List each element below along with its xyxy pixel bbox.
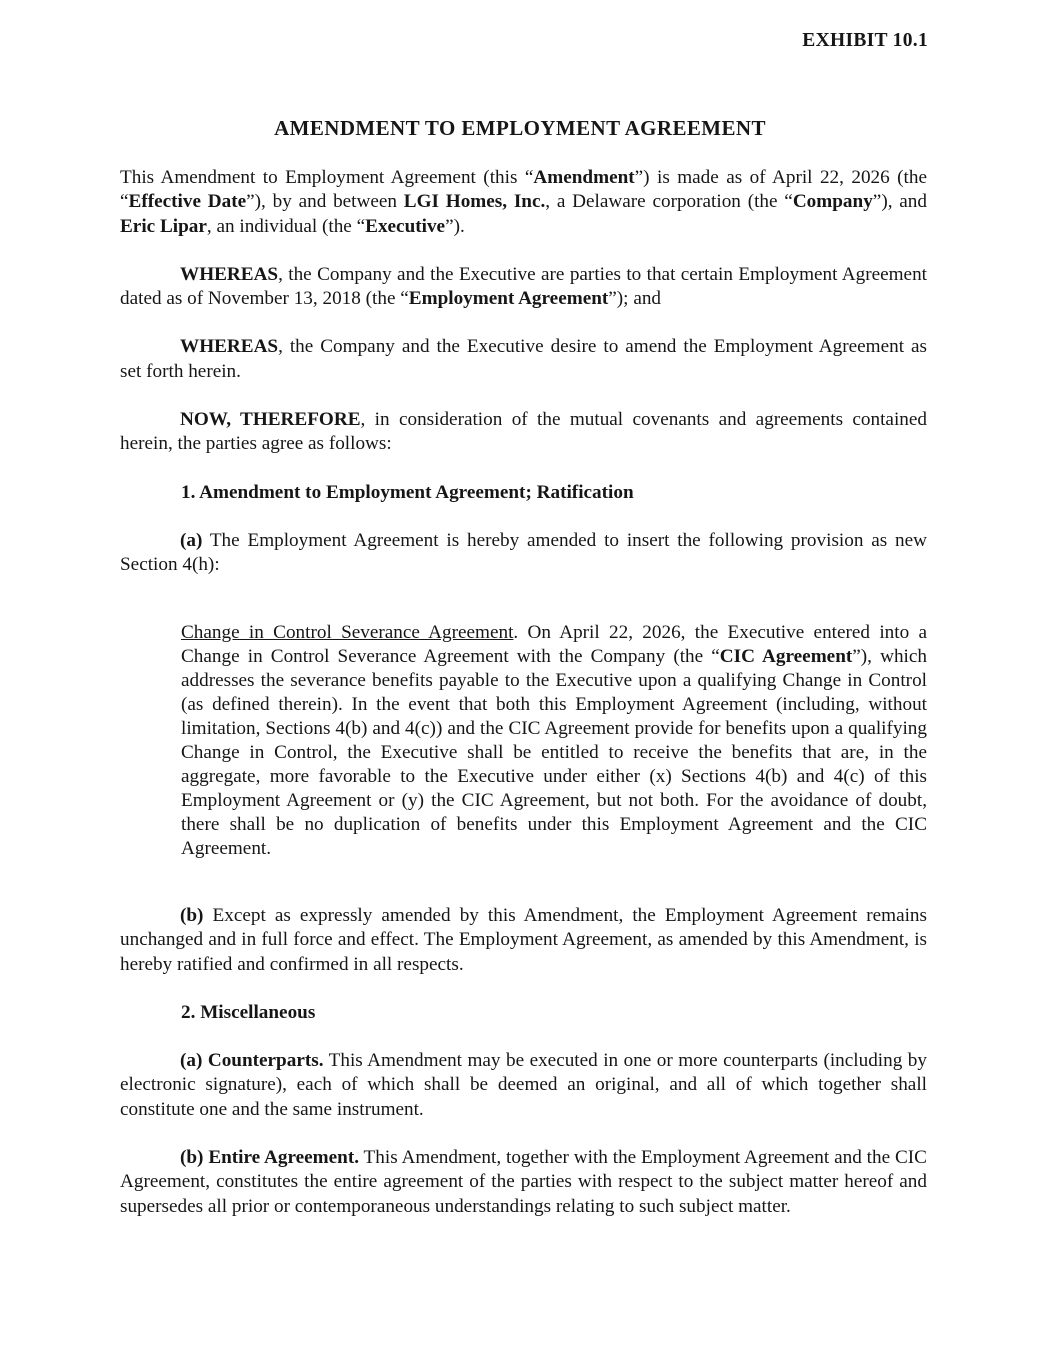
intro-paragraph: [120, 166, 927, 239]
section-4h-quoted-provision: [181, 621, 927, 861]
section-2a-paragraph: [120, 1049, 927, 1122]
clause-label: (a): [180, 529, 203, 551]
now-therefore-text: , in consideration of the mutual covenants and agreements contained herein, the parties agree as follows:: [120, 409, 927, 455]
intro-text: , a Delaware corporation (the “: [545, 191, 793, 213]
intro-text: , an individual (the “: [206, 215, 366, 237]
whereas-lead: WHEREAS: [180, 336, 279, 358]
whereas-paragraph-1: [120, 263, 927, 312]
intro-text: ”), by and between: [246, 191, 404, 213]
document-body: [120, 166, 927, 1219]
section-1a-paragraph: [120, 529, 927, 578]
provision-text: ”), which addresses the severance benefits payable to the Executive upon a qualifying Change in Control (as defined therein). In the event that both this Employment Agreement (including, without limitation, Sections 4(b) and 4(c)) and the CIC Agreement provide for benefits upon a qualifying Change in Control, the Executive shall be entitled to receive the benefits that are, in the aggregate, more favorable to the Executive under either (x) Sections 4(b) and 4(c) of this Employment Agreement or (y) the CIC Agreement, but not both. For the avoidance of doubt, there shall be no duplication of benefits under this Employment Agreement and the CIC Agreement.: [181, 645, 927, 859]
defined-term-company: Company: [792, 191, 873, 213]
now-therefore-lead: NOW, THEREFORE: [180, 409, 361, 431]
intro-text: This Amendment to Employment Agreement (this “: [120, 167, 534, 188]
clause-label: (b) Entire Agreement.: [180, 1147, 360, 1169]
clause-text: This Amendment, together with the Employment Agreement and the CIC Agreement, constitutes the entire agreement of the parties with respect to the subject matter hereof and supersedes all prior or contemporaneous understandings relating to such subject matter.: [120, 1147, 927, 1217]
defined-term-amendment: Amendment: [533, 167, 635, 188]
intro-text: ”), and: [872, 191, 927, 213]
whereas-text: , the Company and the Executive desire to amend the Employment Agreement as set forth herein.: [120, 336, 927, 382]
defined-term-executive: Executive: [365, 215, 446, 237]
clause-text: Except as expressly amended by this Amendment, the Employment Agreement remains unchanged and in full force and effect. The Employment Agreement, as amended by this Amendment, is hereby ratified and confirmed in all respects.: [120, 904, 927, 975]
now-therefore-paragraph: [120, 408, 927, 457]
defined-term-employment-agreement: Employment Agreement: [408, 288, 609, 310]
defined-term-cic-agreement: CIC Agreement: [719, 645, 853, 667]
party-executive-name: Eric Lipar: [120, 215, 207, 237]
defined-term-effective-date: Effective Date: [128, 191, 247, 213]
whereas-text: ”); and: [608, 288, 662, 310]
provision-title: Change in Control Severance Agreement: [181, 621, 514, 643]
clause-text: The Employment Agreement is hereby amended to insert the following provision as new Section 4(h):: [120, 529, 927, 576]
section-1b-paragraph: [120, 904, 927, 977]
intro-text: ”).: [445, 215, 465, 237]
section-2b-paragraph: [120, 1146, 927, 1219]
whereas-paragraph-2: [120, 335, 927, 384]
provision-text: . On April 22, 2026, the Executive entered into a Change in Control Severance Agreement with the Company (the “: [181, 621, 927, 667]
document-title: AMENDMENT TO EMPLOYMENT AGREEMENT: [274, 116, 766, 140]
party-company-name: LGI Homes, Inc.: [403, 191, 546, 213]
section-1-heading: 1. Amendment to Employment Agreement; Ratification: [181, 481, 634, 503]
clause-text: This Amendment may be executed in one or more counterparts (including by electronic signature), each of which shall be deemed an original, and all of which together shall constitute one and the same instrument.: [120, 1050, 927, 1120]
exhibit-label: EXHIBIT 10.1: [802, 30, 928, 51]
intro-text: ”) is made as of April 22, 2026 (the “: [120, 167, 928, 213]
clause-label: (a) Counterparts.: [180, 1050, 324, 1072]
clause-label: (b): [180, 904, 204, 926]
section-2-heading: 2. Miscellaneous: [181, 1001, 316, 1023]
whereas-text: , the Company and the Executive are parties to that certain Employment Agreement dated as of November 13, 2018 (the “: [120, 263, 927, 310]
whereas-lead: WHEREAS: [180, 263, 279, 285]
